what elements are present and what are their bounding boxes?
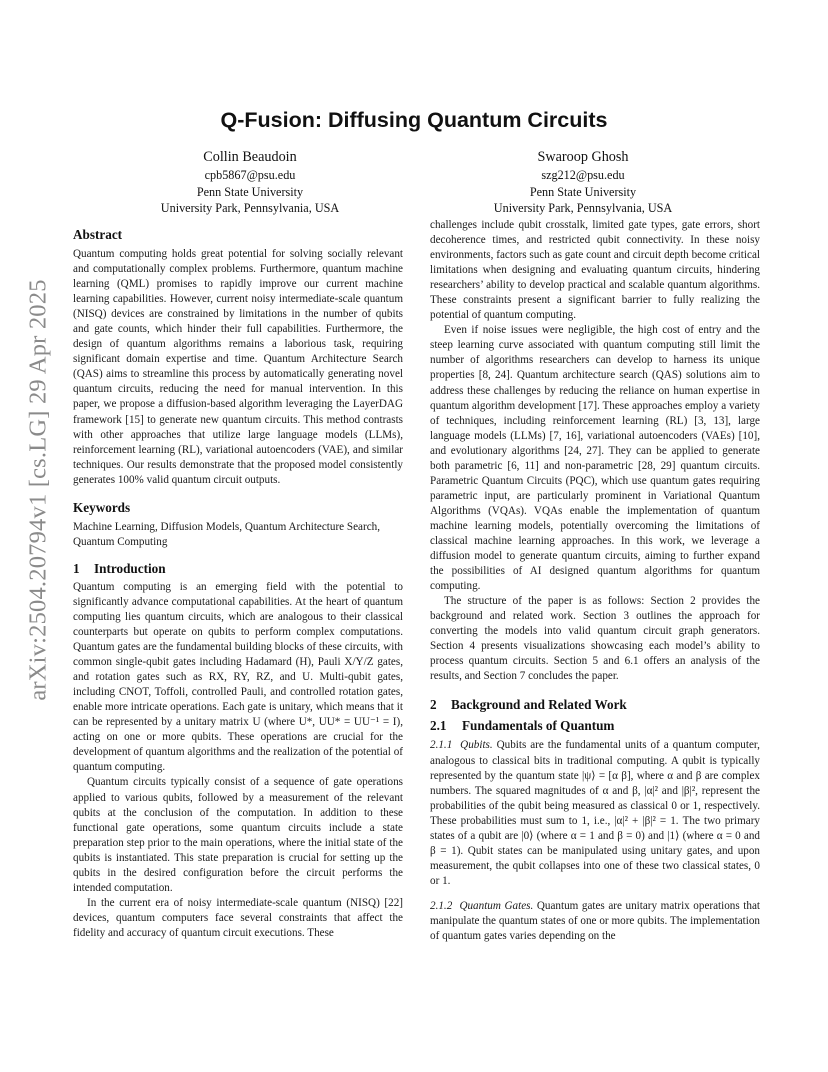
author-block-1 bbox=[85, 147, 415, 217]
author-affiliation: Penn State University bbox=[196, 184, 304, 199]
author-location: University Park, Pennsylvania, USA bbox=[160, 201, 340, 215]
author-name: Swaroop Ghosh bbox=[537, 149, 629, 165]
section-number: 1 bbox=[73, 560, 80, 576]
intro-paragraph-1: Quantum computing is an emerging field with the potential to significantly advance computational capabilities. At the heart of quantum computing lies quantum circuits, which are analogous to their classical counterparts but operate on qubits to perform complex computations. Quantum gates are the fundamental building blocks of these circuits, with common single-qubit gates including Hadamard (H), Pauli X/Y/Z gates, and rotation gates such as RX, RY, RZ, and U. Multi-qubit gates, including CNOT, Toffoli, controlled Pauli, and controlled rotation gates, enable more intricate operations. Each gate is unitary, which means that it can be represented by a unitary matrix U (where U*, UU* = UU⁻¹ = I), acting on one or more qubits. These operations are crucial for the development of quantum algorithms and the realization of the potential of quantum computing. bbox=[73, 580, 403, 774]
intro-paragraph-5: The structure of the paper is as follows: Section 2 provides the background and related work. Section 3 outlines the approach for converting the models into valid quantum circuit graph generators. Section 4 presents visualizations showcasing each model’s ability to process quantum circuits. Section 5 and 6.1 offers an analysis of the results, and Section 7 concludes the paper. bbox=[430, 595, 760, 683]
author-email: cpb5867@psu.edu bbox=[204, 168, 296, 182]
qubits-text: Qubits are the fundamental units of a quantum computer, analogous to classical bits in traditional computing. A qubit is typically represented by the quantum state |ψ⟩ = [α β], where α and β are complex numbers. The squared magnitudes of α and β, |α|² and |β|², represent the probabilities of the qubit being measured as classical 0 or 1, respectively. These probabilities must sum to 1, i.e., |α|² + |β|² = 1. The two primary states of a qubit are |0⟩ (where α = 1 and β = 0) and |1⟩ (where α = 0 and β = 1). Qubit states can be manipulated using unitary gates, and upon measurement, the qubit collapses into one of these two classical states, 0 or 1. bbox=[430, 739, 760, 887]
author-name: Collin Beaudoin bbox=[203, 149, 297, 165]
quantum-gates-paragraph bbox=[430, 899, 760, 944]
subsection-heading-fundamentals bbox=[430, 717, 760, 734]
intro-paragraph-3: In the current era of noisy intermediate-scale quantum (NISQ) [22] devices, quantum computers face several constraints that affect the fidelity and accuracy of quantum circuit executions. These bbox=[73, 896, 403, 939]
section-title: Introduction bbox=[94, 560, 166, 576]
abstract-text: Quantum computing holds great potential for solving socially relevant and computationally complex problems. Furthermore, quantum machine learning (QML) promises to rapidly improve our current machine learning capabilities. However, current noisy intermediate-scale quantum (NISQ) devices are constrained by limitations in the number of qubits and gate counts, which hinder their full capabilities. Furthermore, the design of quantum algorithms remains a laborious task, requiring significant domain expertise and time. Quantum Architecture Search (QAS) aims to streamline this process by automatically generating novel quantum circuits, reducing the need for manual intervention. In this paper, we propose a diffusion-based algorithm leveraging the LayerDAG framework [15] to generate new quantum circuits. This method contrasts with other approaches that utilize large language models (LLMs), reinforcement learning (RL), variational autoencoders (VAE), and similar techniques. Our results demonstrate that the proposed model consistently generates 100% valid quantum circuit outputs. bbox=[73, 248, 403, 486]
gates-text: Quantum gates are unitary matrix operations that manipulate the quantum states of one or more qubits. The implementation of quantum gates varies depending on the bbox=[430, 899, 760, 943]
arxiv-identifier-text: arXiv:2504.20794v1 [cs.LG] 29 Apr 2025 bbox=[25, 279, 53, 701]
section-heading-background bbox=[430, 696, 760, 713]
abstract-heading: Abstract bbox=[73, 227, 123, 242]
arxiv-identifier bbox=[18, 270, 60, 710]
author-block-2 bbox=[418, 147, 748, 217]
keywords-text: Machine Learning, Diffusion Models, Quantum Architecture Search, Quantum Computing bbox=[73, 520, 381, 548]
qubits-paragraph bbox=[430, 738, 760, 888]
author-affiliation: Penn State University bbox=[529, 184, 637, 199]
author-email: szg212@psu.edu bbox=[541, 168, 625, 182]
left-column bbox=[73, 226, 403, 941]
subsubsection-label: 2.1.1 bbox=[430, 739, 453, 752]
author-location: University Park, Pennsylvania, USA bbox=[493, 201, 673, 215]
section-title: Background and Related Work bbox=[451, 697, 627, 713]
subsection-title: Fundamentals of Quantum bbox=[462, 718, 615, 734]
paper-title: Q-Fusion: Diffusing Quantum Circuits bbox=[220, 108, 608, 132]
section-heading-introduction bbox=[73, 560, 403, 577]
subsection-number: 2.1 bbox=[430, 718, 447, 734]
intro-paragraph-3-continued: challenges include qubit crosstalk, limited gate types, gate errors, short decoherence times, and restricted qubit connectivity. In these noisy environments, factors such as gate count and circuit depth become critical limitations when designing and evaluating quantum circuits, hindering researchers’ ability to develop practical and scalable quantum algorithms. These constraints present a significant barrier to fully realizing the potential of quantum computing. bbox=[430, 219, 760, 322]
intro-paragraph-2: Quantum circuits typically consist of a sequence of gate operations applied to various qubits, followed by a measurement of the relevant qubits at the conclusion of the computation. In addition to these functional gate operations, some quantum circuits include a state preparation step prior to the main operations, where the initial state of the qubits is instantiated. This state preparation is crucial for setting up the qubits in the desired configuration before the circuit performs the intended computation. bbox=[73, 776, 403, 894]
right-column bbox=[430, 218, 760, 944]
subsubsection-label: 2.1.2 bbox=[430, 899, 453, 912]
keywords-heading: Keywords bbox=[73, 499, 131, 515]
subsubsection-title: Qubits. bbox=[460, 739, 493, 752]
subsubsection-title: Quantum Gates. bbox=[459, 899, 534, 912]
section-number: 2 bbox=[430, 697, 437, 713]
intro-paragraph-4: Even if noise issues were negligible, the high cost of entry and the steep learning curve associated with quantum computing still limit the number of algorithms researchers can develop to harness its unique properties [8, 24]. Quantum architecture search (QAS) solutions aim to address these challenges by reducing the reliance on human expertise in quantum algorithm development [17]. These approaches employ a variety of techniques, including reinforcement learning (RL) [3, 13], large language models (LLMs) [7, 16], variational autoencoders (VAEs) [10], and evolutionary algorithms [24, 27]. They can be applied to generate both parametric [6, 11] and non-parametric [28, 29] quantum circuits. Parametric Quantum Circuits (PQC), which use quantum gates requiring parametric input, are particularly prominent in Variational Quantum Algorithms (VQAs). VQAs enable the implementation of quantum machine learning models, potentially overcoming the limitations of classical machine learning approaches. In this work, we leverage a diffusion model to generate quantum circuits, aiming to further expand the possibilities of AI designed quantum algorithms for quantum computing. bbox=[430, 324, 760, 593]
